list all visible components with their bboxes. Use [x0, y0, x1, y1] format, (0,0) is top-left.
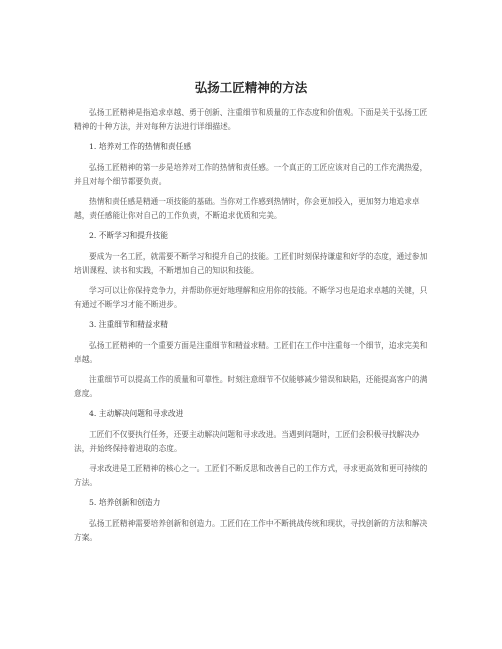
section-paragraph: 要成为一名工匠，就需要不断学习和提升自己的技能。工匠们时刻保持谦虚和好学的态度，通过参加培训课程、读书和实践，不断增加自己的知识和技能。	[74, 251, 428, 275]
section-paragraph: 工匠们不仅要执行任务，还要主动解决问题和寻求改进。当遇到问题时，工匠们会积极寻找解决办法，并始终保持着进取的态度。	[74, 429, 420, 453]
section-paragraph: 弘扬工匠精神的一个重要方面是注重细节和精益求精。工匠们在工作中注重每一个细节，追求完美和卓越。	[74, 340, 428, 364]
section-heading: 3. 注重细节和精益求精	[89, 320, 168, 330]
section-paragraph: 寻求改进是工匠精神的核心之一。工匠们不断反思和改善自己的工作方式，寻求更高效和更可持续的方法。	[74, 464, 428, 488]
intro-paragraph: 弘扬工匠精神是指追求卓越、勇于创新、注重细节和质量的工作态度和价值观。下面是关于弘扬工匠精神的十种方法，并对每种方法进行详细描述。	[74, 108, 428, 132]
section-paragraph: 学习可以让你保持竞争力，并帮助你更好地理解和应用你的技能。不断学习也是追求卓越的关键，只有通过不断学习才能不断进步。	[74, 286, 428, 310]
section-heading: 5. 培养创新和创造力	[89, 498, 161, 508]
section-heading: 1. 培养对工作的热情和责任感	[89, 142, 192, 152]
section-paragraph: 注重细节可以提高工作的质量和可靠性。时刻注意细节不仅能够减少错误和缺陷，还能提高客户的满意度。	[74, 375, 428, 399]
page-title: 弘扬工匠精神的方法	[194, 80, 308, 95]
section-paragraph: 热情和责任感是精通一项技能的基础。当你对工作感到热情时，你会更加投入，更加努力地追求卓越，责任感能让你对自己的工作负责，不断追求优质和完美。	[74, 197, 420, 221]
section-heading: 2. 不断学习和提升技能	[89, 231, 168, 241]
section-heading: 4. 主动解决问题和寻求改进	[89, 409, 184, 419]
section-paragraph: 弘扬工匠精神的第一步是培养对工作的热情和责任感。一个真正的工匠应该对自己的工作充满热爱，并且对每个细节都要负责。	[74, 162, 428, 186]
section-paragraph: 弘扬工匠精神需要培养创新和创造力。工匠们在工作中不断挑战传统和现状，寻找创新的方法和解决方案。	[74, 518, 428, 542]
